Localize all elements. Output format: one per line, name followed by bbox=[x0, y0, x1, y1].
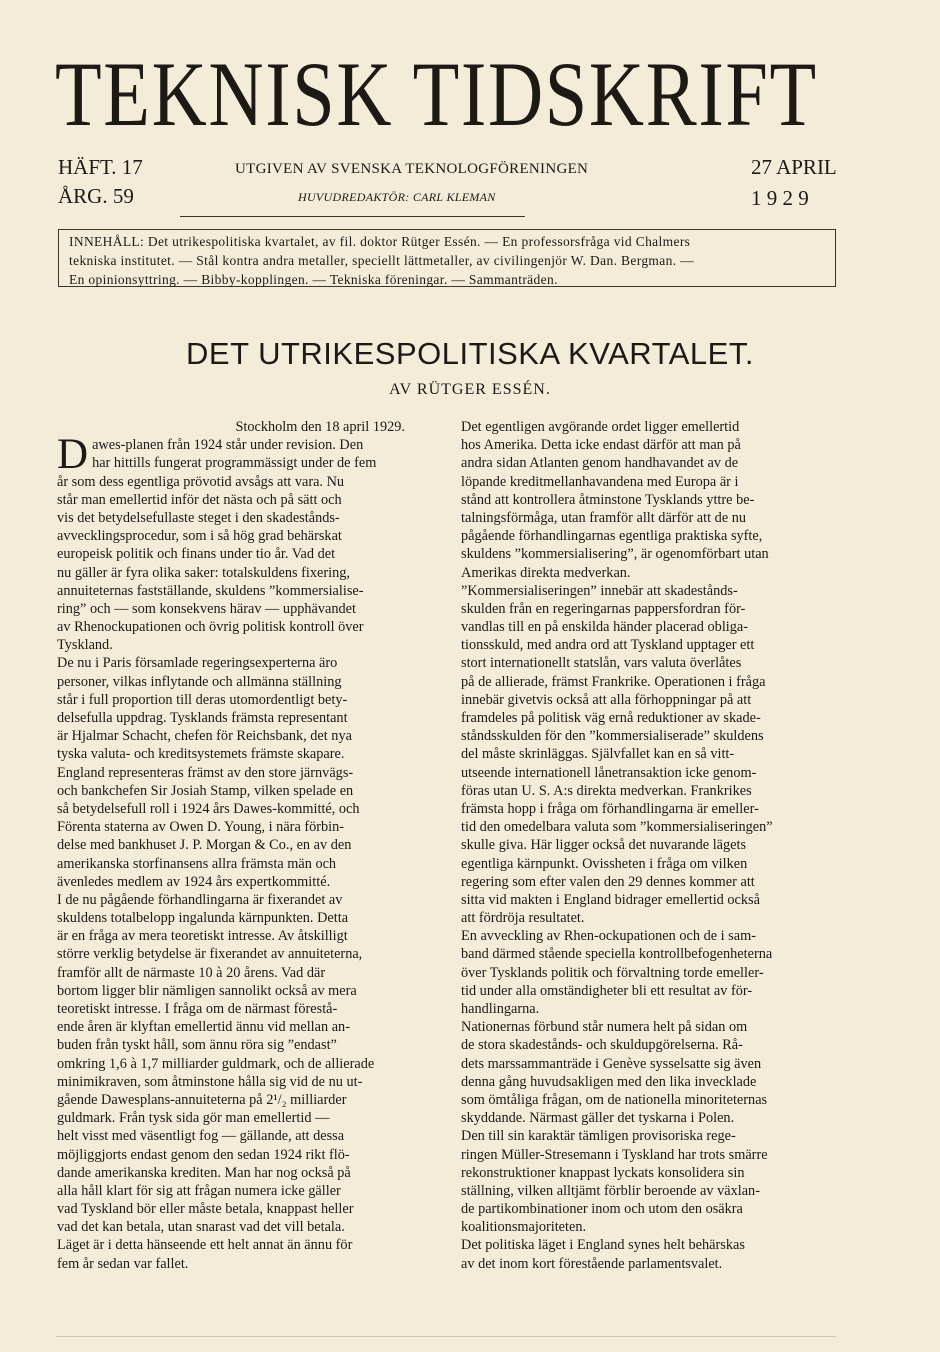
text-line: I de nu pågående förhandlingarna är fixerandet av bbox=[57, 891, 343, 908]
volume-number: ÅRG. 59 bbox=[58, 184, 134, 208]
text-line: står i full proportion till deras utomordentligt bety- bbox=[57, 691, 348, 708]
text-line: handlingarna. bbox=[461, 1001, 540, 1017]
text-line: över Tysklands politik och förvaltning torde emeller- bbox=[461, 964, 764, 981]
text-line: band därmed stående speciella kontrollbefogenheterna bbox=[461, 946, 773, 963]
drop-cap: D bbox=[57, 431, 89, 479]
masthead-title: TEKNISK TIDSKRIFT bbox=[55, 43, 818, 145]
text-line: stort internationellt statslån, vars valuta överlåtes bbox=[461, 655, 742, 672]
text-line: sitta vid makten i England bidrager emellertid också bbox=[461, 891, 760, 908]
text-line: fem år sedan var fallet. bbox=[57, 1255, 189, 1272]
text-line: omkring 1,6 à 1,7 milliarder guldmark, och de allierade bbox=[57, 1055, 375, 1072]
text-line: skulle giva. Här ligger också det nuvarande lägets bbox=[461, 837, 747, 854]
text-line: Tyskland. bbox=[57, 637, 113, 654]
text-line: Det politiska läget i England synes helt behärskas bbox=[461, 1237, 745, 1254]
text-line: vad det kan betala, utan snarast vad det vill betala. bbox=[57, 1219, 345, 1236]
text-line: annuiteternas fastställande, skuldens ”kommersialise- bbox=[57, 582, 364, 599]
contents-line: tekniska institutet. — Stål kontra andra metaller, speciellt lättmetaller, av civilingenjör W. Dan. Bergman. — bbox=[69, 253, 695, 268]
text-line: buden från tyskt håll, som ännu röra sig ”endast” bbox=[57, 1037, 337, 1054]
text-line: helt visst med väsentligt fog — gällande, att dessa bbox=[57, 1128, 345, 1145]
text-line: vad Tyskland bör eller måste betala, knappast heller bbox=[57, 1201, 354, 1218]
text-line: och bankchefen Sir Josiah Stamp, vilken spelade en bbox=[57, 782, 354, 799]
text-line: tid den omedelbara valuta som ”kommersialiseringen” bbox=[461, 819, 773, 836]
text-line: ende åren är klyftan emellertid ännu vid mellan an- bbox=[57, 1019, 350, 1036]
article-dateline: Stockholm den 18 april 1929. bbox=[235, 419, 405, 435]
text-line: ”Kommersialiseringen” innebär att skadestånds- bbox=[461, 582, 738, 599]
text-line: som ömtåliga frågan, om de nationella minoriteternas bbox=[461, 1091, 768, 1108]
issue-date: 27 APRIL bbox=[751, 155, 837, 179]
publisher-line: UTGIVEN AV SVENSKA TEKNOLOGFÖRENINGEN bbox=[235, 161, 589, 177]
text-line: löpande kreditmellanhavandena med Europa är i bbox=[461, 473, 739, 490]
text-line: amerikanska storfinansens allra främsta män och bbox=[57, 855, 337, 872]
text-line: framför allt de närmaste 10 à 20 årens. Vad där bbox=[57, 964, 326, 981]
text-line: så betydelsefull roll i 1924 års Dawes-kommitté, och bbox=[57, 800, 360, 817]
text-line: möjliggjorts endast genom den sedan 1924 rikt flö- bbox=[57, 1146, 350, 1163]
text-line: de stora skadestånds- och skuldupgörelserna. Rå- bbox=[461, 1037, 743, 1054]
text-line: utseende internationell lånetransaktion icke genom- bbox=[461, 764, 757, 781]
text-line: avvecklingsprocedur, som i så hög grad behärskat bbox=[57, 528, 342, 545]
text-line: skuldens ”kommersialisering”, är ogenomförbart utan bbox=[461, 546, 769, 563]
text-line: Läget är i detta hänseende ett helt annat än ännu för bbox=[57, 1237, 353, 1254]
text-line: alla håll klart för sig att frågan numera icke gäller bbox=[57, 1182, 341, 1199]
text-line: regering som efter valen den 29 dennes kommer att bbox=[461, 873, 755, 890]
text-line: de partikombinationer inom och utom den osäkra bbox=[461, 1201, 743, 1218]
page-bottom-rule bbox=[56, 1336, 836, 1337]
text-line: minimikraven, som åtminstone hålla sig vid de nu ut- bbox=[57, 1073, 363, 1090]
issue-number: HÄFT. 17 bbox=[58, 155, 143, 179]
text-line: ställning, vilken alltjämt förblir beroende av växlan- bbox=[461, 1182, 760, 1199]
text-line: av det inom kort förestående parlamentsvalet. bbox=[461, 1255, 723, 1272]
contents-box bbox=[58, 229, 836, 287]
text-line: dets marssammanträde i Genève sysselsatte sig även bbox=[461, 1055, 762, 1072]
text-line: att fördröja resultatet. bbox=[461, 910, 585, 927]
text-line: andra sidan Atlanten genom handhavandet av de bbox=[461, 455, 739, 472]
text-line: De nu i Paris församlade regeringsexperterna äro bbox=[57, 655, 338, 672]
text-line: bortom ligger blir nämligen sannolikt också av mera bbox=[57, 982, 357, 999]
text-line: delse med bankhuset J. P. Morgan & Co., en av den bbox=[57, 837, 352, 854]
text-line: del måste skrinläggas. Självfallet kan en så vitt- bbox=[461, 746, 735, 763]
text-line: teoretiskt intresse. I fråga om de närmast förestå- bbox=[57, 1001, 338, 1017]
text-line: främsta hopp i fråga om förhandlingarna är emeller- bbox=[461, 800, 759, 817]
text-line: guldmark. Från tysk sida gör man emellertid — bbox=[57, 1110, 330, 1127]
text-line: ring” och — som konsekvens härav — upphävandet bbox=[57, 600, 356, 617]
text-line: större verklig betydelse är fixerandet av annuiteterna, bbox=[57, 946, 363, 963]
text-line: rekonstruktioner knappast lyckats konsolidera sin bbox=[461, 1164, 745, 1181]
text-line: Amerikas direkta medverkan. bbox=[461, 564, 631, 581]
text-line: skulden från en regeringarnas pappersfordran för- bbox=[461, 600, 746, 617]
issue-year: 1 9 2 9 bbox=[751, 186, 809, 210]
text-line: talningsförmåga, utan framför allt därför att de nu bbox=[461, 509, 747, 526]
text-line: vandlas till en på enskilda händer placerad obliga- bbox=[461, 619, 749, 636]
text-line: år som dess egentliga prövotid avsågs att vara. Nu bbox=[57, 473, 345, 490]
text-line: stånd att kontrollera åtminstone Tysklands yttre be- bbox=[461, 491, 755, 508]
header-rule bbox=[180, 216, 525, 217]
text-line: innebär givetvis också att alla förhoppningar på att bbox=[461, 691, 752, 708]
text-line: tionsskuld, med andra ord att Tyskland upptager ett bbox=[461, 637, 755, 654]
text-line: vis det betydelsefullaste steget i den skadestånds- bbox=[57, 509, 340, 526]
text-line: dande amerikanska krediten. Man har nog också på bbox=[57, 1164, 351, 1181]
text-line: Förenta staterna av Owen D. Young, i nära förbin- bbox=[57, 819, 345, 836]
text-line: personer, vilkas inflytande och allmänna ställning bbox=[57, 673, 342, 690]
article-byline: AV RÜTGER ESSÉN. bbox=[389, 381, 551, 398]
text-line: ringen Müller-Stresemann i Tyskland har trots smärre bbox=[461, 1146, 768, 1163]
text-line: europeisk politik och finans under tio år. Vad det bbox=[57, 546, 336, 563]
text-line: gående Dawesplans-annuiteterna på 2¹/₂ milliarder bbox=[57, 1091, 347, 1108]
text-line: Den till sin karaktär tämligen provisoriska rege- bbox=[461, 1128, 736, 1145]
text-line: egentliga kärnpunkt. Ovissheten i fråga om vilken bbox=[461, 855, 748, 872]
text-line: Nationernas förbund står numera helt på sidan om bbox=[461, 1019, 748, 1036]
text-line: koalitionsmajoriteten. bbox=[461, 1219, 587, 1236]
text-line: pågående förhandlingarnas egentliga praktiska syfte, bbox=[461, 528, 763, 545]
editor-line: HUVUDREDAKTÖR: CARL KLEMAN bbox=[298, 190, 496, 204]
text-line: delsefulla uppdrag. Tysklands främsta representant bbox=[57, 710, 348, 726]
contents-line: INNEHÅLL: Det utrikespolitiska kvartalet, av fil. doktor Rütger Essén. — En professorsfråga vid Chalmers bbox=[69, 234, 691, 249]
text-line: Det egentligen avgörande ordet ligger emellertid bbox=[461, 419, 740, 435]
text-line: skuldens totalbelopp ingalunda kärnpunkten. Detta bbox=[57, 910, 349, 927]
text-line: står man emellertid inför det nästa och på sätt och bbox=[57, 491, 342, 508]
contents-line: En opinionsyttring. — Bibby-kopplingen. — Tekniska föreningar. — Sammanträden. bbox=[69, 272, 558, 287]
text-line: England representeras främst av den store järnvägs- bbox=[57, 764, 354, 781]
text-line: på de allierade, främst Frankrike. Operationen i fråga bbox=[461, 673, 766, 690]
text-line: tyska valuta- och kreditsystemets främste skapare. bbox=[57, 746, 345, 763]
text-line: ävenledes medlem av 1924 års expertkommitté. bbox=[57, 873, 331, 890]
article-column-left bbox=[57, 418, 441, 1273]
text-line: hos Amerika. Detta icke endast därför att man på bbox=[461, 437, 741, 454]
text-line: är Hjalmar Schacht, chefen för Reichsbank, det nya bbox=[57, 728, 352, 745]
text-line: framdeles på politisk väg ernå reduktioner av skade- bbox=[461, 710, 761, 726]
text-line: föras utan U. S. A:s direkta medverkan. Frankrikes bbox=[461, 782, 752, 799]
text-line: ståndsskulden för den ”kommersialiserade” skuldens bbox=[461, 728, 764, 745]
article-column-right bbox=[461, 418, 846, 1273]
text-line: tid under alla omständigheter bli ett resultat av för- bbox=[461, 982, 753, 999]
text-line: är en fråga av mera teoretiskt intresse. Av åtskilligt bbox=[57, 928, 348, 945]
text-line: En avveckling av Rhen-ockupationen och de i sam- bbox=[461, 928, 756, 945]
text-line: har hittills fungerat programmässigt under de fem bbox=[92, 455, 377, 472]
text-line: nu gäller är fyra olika saker: totalskuldens fixering, bbox=[57, 564, 350, 581]
text-line: skyddande. Närmast gäller det tyskarna i Polen. bbox=[461, 1110, 735, 1127]
article-title: DET UTRIKESPOLITISKA KVARTALET. bbox=[186, 336, 754, 371]
text-line: awes-planen från 1924 står under revision. Den bbox=[92, 437, 364, 454]
text-line: av Rhenockupationen och övrig politisk kontroll över bbox=[57, 619, 364, 636]
text-line: denna gång huvudsakligen med den lika invecklade bbox=[461, 1073, 757, 1090]
